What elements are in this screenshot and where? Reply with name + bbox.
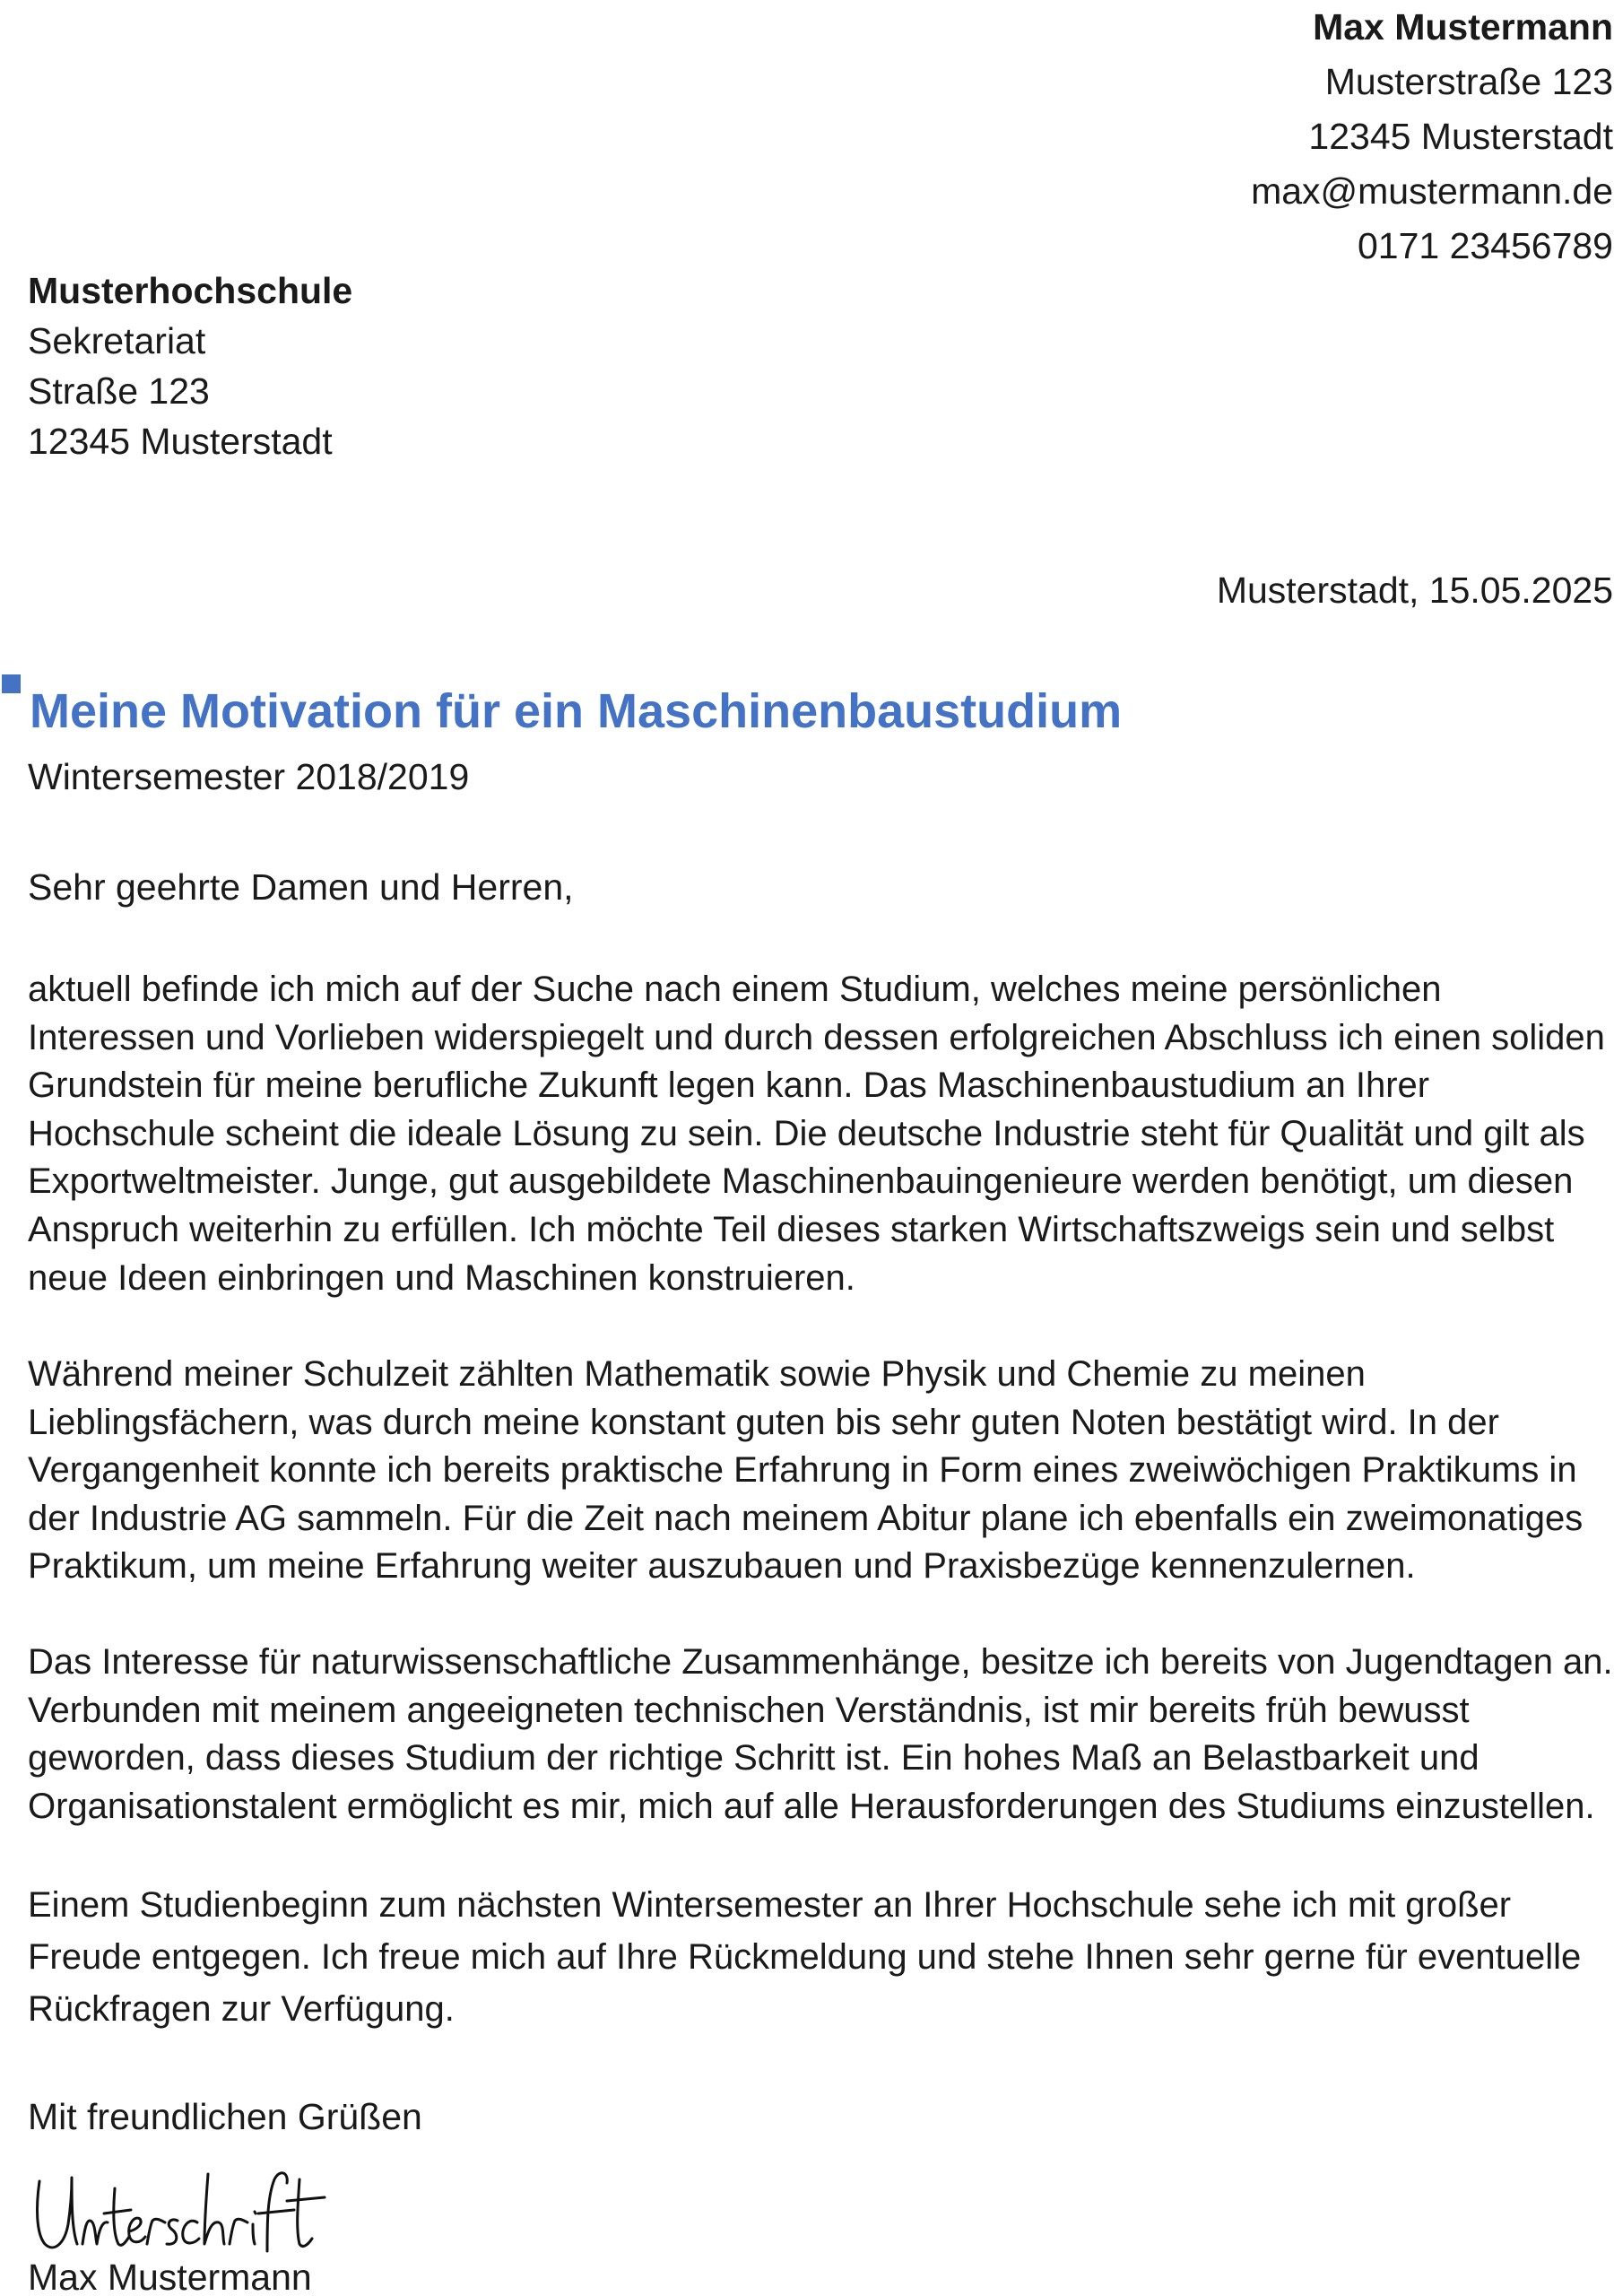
recipient-address-block xyxy=(28,265,352,466)
sender-phone: 0171 23456789 xyxy=(1357,225,1613,266)
salutation: Sehr geehrte Damen und Herren, xyxy=(28,866,574,908)
sender-name: Max Mustermann xyxy=(1313,6,1613,48)
body-paragraph-2 xyxy=(28,1351,1613,1591)
paragraph-line: Exportweltmeister. Junge, gut ausgebildete Maschinenbauingenieure werden benötigt, um diesen xyxy=(28,1161,1574,1202)
paragraph-line: Lieblingsfächern, was durch meine konstant guten bis sehr guten Noten bestätigt wird. In der xyxy=(28,1402,1499,1442)
paragraph-line: Einem Studienbeginn zum nächsten Wintersemester an Ihrer Hochschule sehe ich mit großer xyxy=(28,1885,1512,1925)
body-paragraph-3 xyxy=(28,1639,1613,1831)
recipient-department: Sekretariat xyxy=(28,320,206,361)
paragraph-line: Während meiner Schulzeit zählten Mathematik sowie Physik und Chemie zu meinen xyxy=(28,1354,1366,1394)
paragraph-line: Vergangenheit konnte ich bereits praktische Erfahrung in Form eines zweiwöchigen Praktikums in xyxy=(28,1450,1577,1491)
body-paragraph-4 xyxy=(28,1879,1613,2035)
paragraph-line: Organisationstalent ermöglicht es mir, mich auf alle Herausforderungen des Studiums einzustellen. xyxy=(28,1786,1595,1826)
paragraph-line: Hochschule scheint die ideale Lösung zu sein. Die deutsche Industrie steht für Qualität und gilt als xyxy=(28,1113,1585,1153)
sender-street: Musterstraße 123 xyxy=(1324,61,1613,102)
paragraph-line: neue Ideen einbringen und Maschinen konstruieren. xyxy=(28,1257,855,1298)
letter-title: Meine Motivation für ein Maschinenbaustudium xyxy=(30,684,1123,738)
paragraph-line: Anspruch weiterhin zu erfüllen. Ich möchte Teil dieses starken Wirtschaftszweigs sein und selbst xyxy=(28,1209,1555,1249)
paragraph-line: Interessen und Vorlieben widerspiegelt und durch dessen erfolgreichen Abschluss ich einen soliden xyxy=(28,1017,1605,1057)
paragraph-line: der Industrie AG sammeln. Für die Zeit nach meinem Abitur plane ich ebenfalls ein zweimonatiges xyxy=(28,1498,1584,1538)
sender-email: max@mustermann.de xyxy=(1251,170,1613,212)
paragraph-line: aktuell befinde ich mich auf der Suche nach einem Studium, welches meine persönlichen xyxy=(28,970,1442,1009)
paragraph-line: Grundstein für meine berufliche Zukunft legen kann. Das Maschinenbaustudium an Ihrer xyxy=(28,1065,1430,1106)
letter-subtitle: Wintersemester 2018/2019 xyxy=(28,756,470,797)
recipient-city: 12345 Musterstadt xyxy=(28,421,333,462)
recipient-institution: Musterhochschule xyxy=(28,270,353,311)
paragraph-line: geworden, dass dieses Studium der richtige Schritt ist. Ein hohes Maß an Belastbarkeit und xyxy=(28,1738,1480,1779)
paragraph-line: Freude entgegen. Ich freue mich auf Ihre Rückmeldung und stehe Ihnen sehr gerne für eventuelle xyxy=(28,1937,1582,1977)
signer-name: Max Mustermann xyxy=(28,2257,312,2296)
paragraph-line: Rückfragen zur Verfügung. xyxy=(28,1989,455,2029)
letter-date: Musterstadt, 15.05.2025 xyxy=(1216,570,1613,611)
paragraph-line: Praktikum, um meine Erfahrung weiter auszubauen und Praxisbezüge kennenzulernen. xyxy=(28,1546,1416,1587)
heading-marker xyxy=(2,674,21,693)
paragraph-line: Das Interesse für naturwissenschaftliche Zusammenhänge, besitze ich bereits von Jugendtagen an. xyxy=(28,1642,1613,1682)
sender-city: 12345 Musterstadt xyxy=(1308,116,1613,157)
paragraph-line: Verbunden mit meinem angeeigneten technischen Verständnis, ist mir bereits früh bewusst xyxy=(28,1690,1470,1730)
body-paragraph-1 xyxy=(28,966,1613,1302)
closing-greeting: Mit freundlichen Grüßen xyxy=(28,2096,422,2137)
recipient-street: Straße 123 xyxy=(28,370,210,412)
handwritten-signature xyxy=(32,2161,328,2260)
sender-address-block xyxy=(1251,0,1613,274)
